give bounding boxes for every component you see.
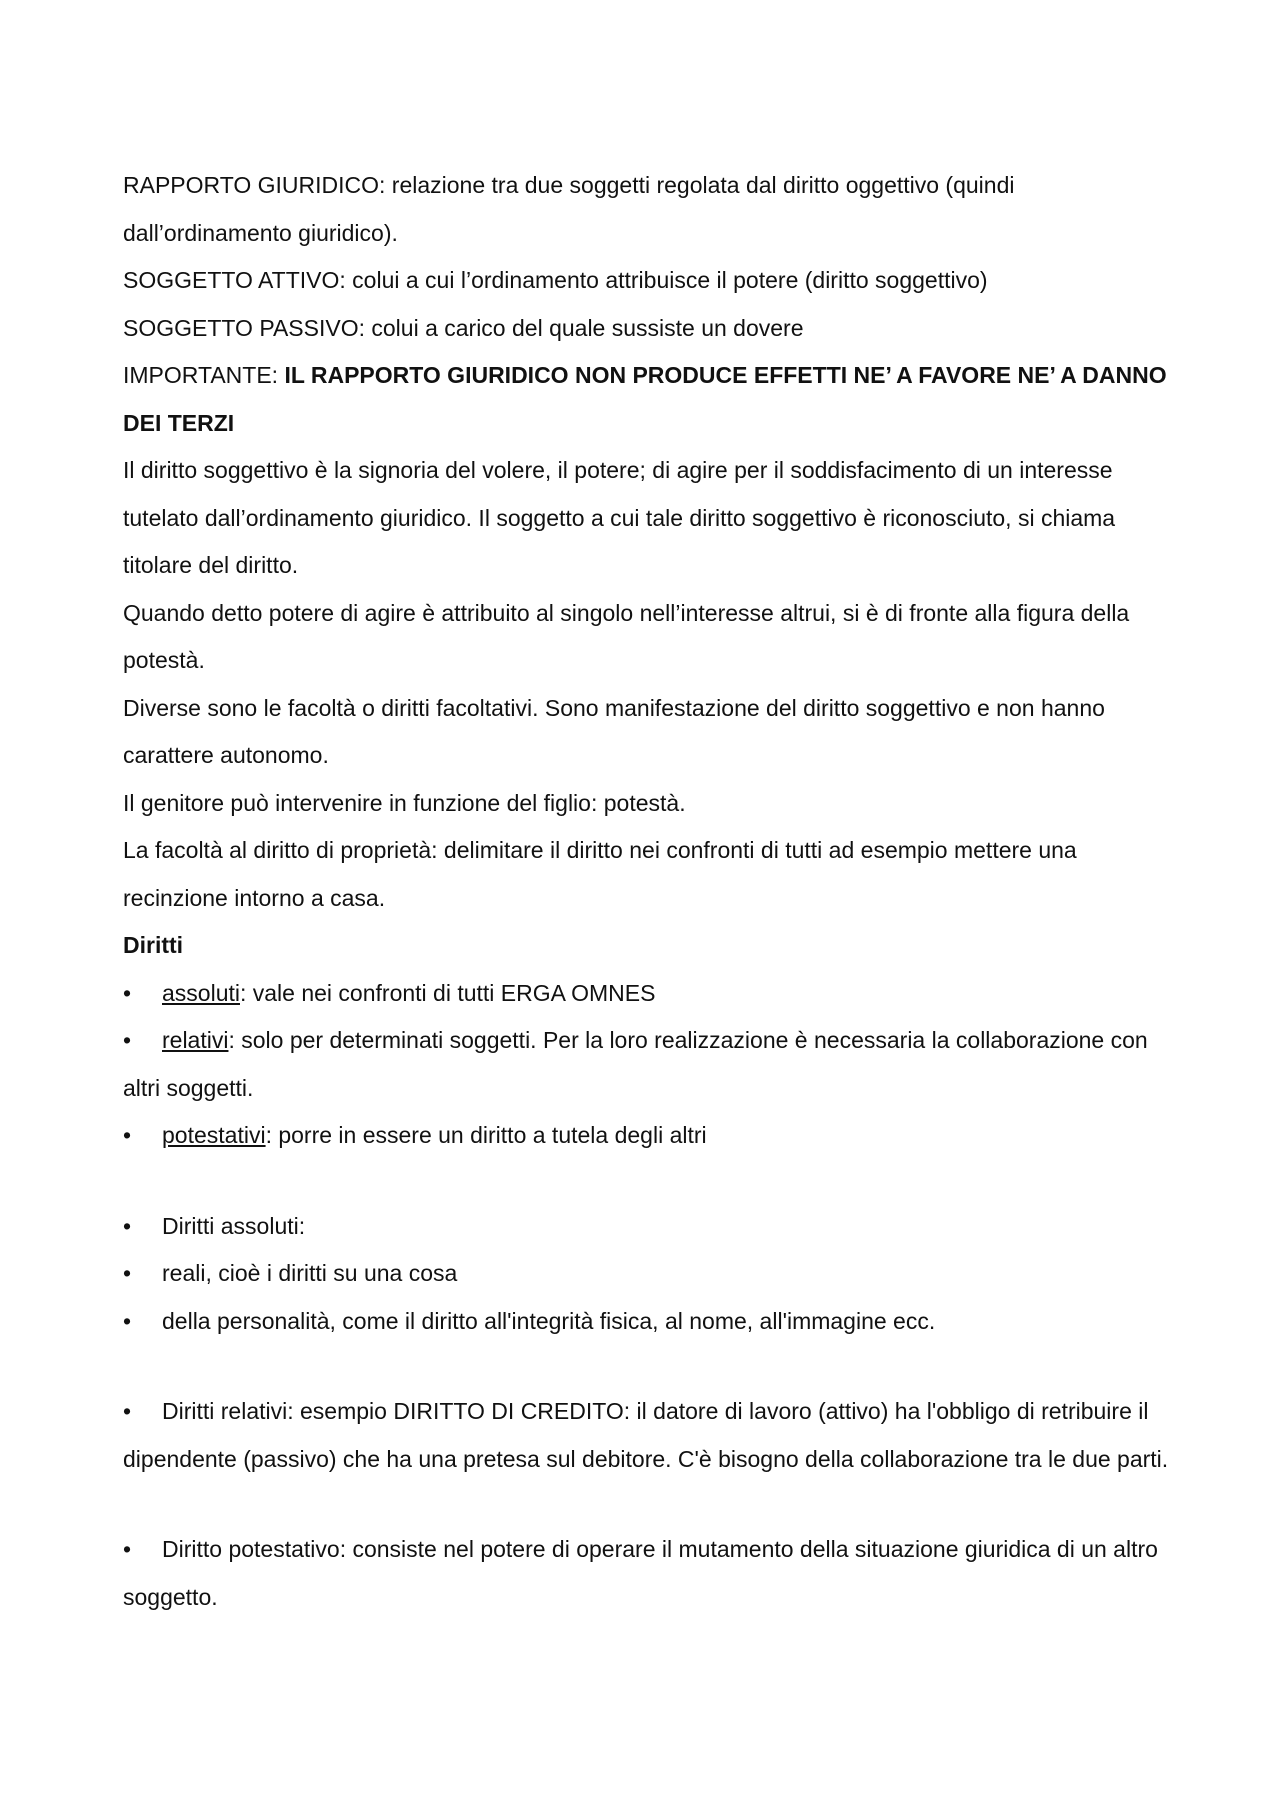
paragraph-potesta: Quando detto potere di agire è attribuito al singolo nell’interesse altrui, si è di fronte alla figura della potestà.	[123, 599, 1130, 673]
spacer	[123, 1483, 1173, 1526]
bullet-icon: •	[123, 1260, 132, 1286]
paragraph-facolta: Diverse sono le facoltà o diritti facoltativi. Sono manifestazione del diritto soggettivo e non hanno carattere autonomo.	[123, 694, 1105, 768]
spacer	[123, 1160, 1173, 1203]
potestativo-text: Diritto potestativo: consiste nel potere di operare il mutamento della situazione giuridica di un altro soggetto.	[123, 1536, 1158, 1610]
paragraph-diritto-soggettivo: Il diritto soggettivo è la signoria del volere, il potere; di agire per il soddisfacimento di un interesse tutelato dall’ordinamento giuridico. Il soggetto a cui tale diritto soggettivo è riconosciuto, si chiama titolare del diritto.	[123, 457, 1116, 578]
term-assoluti: assoluti	[162, 979, 240, 1006]
desc-assoluti: : vale nei confronti di tutti ERGA OMNES	[239, 979, 656, 1006]
paragraph-rapporto-giuridico: RAPPORTO GIURIDICO: relazione tra due soggetti regolata dal diritto oggettivo (quindi dall’ordinamento giuridico).	[123, 172, 1015, 246]
list-item-reali	[123, 1250, 1173, 1298]
paragraph-diritto-potestativo	[123, 1526, 1173, 1621]
importante-bold-text: IL RAPPORTO GIURIDICO NON PRODUCE EFFETTI NE’ A FAVORE NE’ A DANNO DEI TERZI	[123, 362, 1167, 436]
paragraph-genitore: Il genitore può intervenire in funzione del figlio: potestà.	[123, 789, 686, 816]
relativi-text: Diritti relativi: esempio DIRITTO DI CREDITO: il datore di lavoro (attivo) ha l'obbligo di retribuire il dipendente (passivo) che ha una pretesa sul debitore. C'è bisogno della collaborazione tra le due parti.	[123, 1398, 1169, 1472]
list-item-relativi	[123, 1017, 1173, 1112]
bullet-icon: •	[123, 1027, 132, 1053]
paragraph-proprieta: La facoltà al diritto di proprietà: delimitare il diritto nei confronti di tutti ad esempio mettere una recinzione intorno a casa.	[123, 837, 1077, 911]
paragraph-importante	[123, 352, 1173, 447]
bullet-icon: •	[123, 979, 132, 1006]
bullet-icon: •	[123, 1212, 132, 1239]
list-item-personalita	[123, 1298, 1173, 1346]
bullet-icon: •	[123, 1398, 132, 1424]
importante-label: IMPORTANTE:	[123, 362, 285, 388]
list-text: Diritti assoluti:	[162, 1212, 306, 1239]
bullet-icon: •	[123, 1536, 132, 1562]
desc-potestativi: : porre in essere un diritto a tutela degli altri	[265, 1122, 707, 1148]
term-relativi: relativi	[162, 1027, 229, 1053]
bullet-icon: •	[123, 1307, 132, 1334]
paragraph-soggetto-passivo: SOGGETTO PASSIVO: colui a carico del quale sussiste un dovere	[123, 314, 804, 341]
desc-relativi: : solo per determinati soggetti. Per la loro realizzazione è necessaria la collaborazione con altri soggetti.	[123, 1027, 1148, 1101]
list-item-diritti-assoluti	[123, 1203, 1173, 1251]
bullet-icon: •	[123, 1122, 132, 1148]
heading-diritti: Diritti	[123, 932, 184, 958]
list-text: reali, cioè i diritti su una cosa	[162, 1260, 458, 1286]
list-item-potestativi	[123, 1112, 1173, 1160]
paragraph-diritti-relativi	[123, 1388, 1173, 1483]
document-body	[123, 162, 1173, 1621]
term-potestativi: potestativi	[162, 1122, 266, 1148]
spacer	[123, 1345, 1173, 1388]
paragraph-soggetto-attivo: SOGGETTO ATTIVO: colui a cui l’ordinamento attribuisce il potere (diritto soggettivo)	[123, 267, 988, 293]
list-item-assoluti	[123, 970, 1173, 1018]
list-text: della personalità, come il diritto all'integrità fisica, al nome, all'immagine ecc.	[162, 1307, 936, 1334]
